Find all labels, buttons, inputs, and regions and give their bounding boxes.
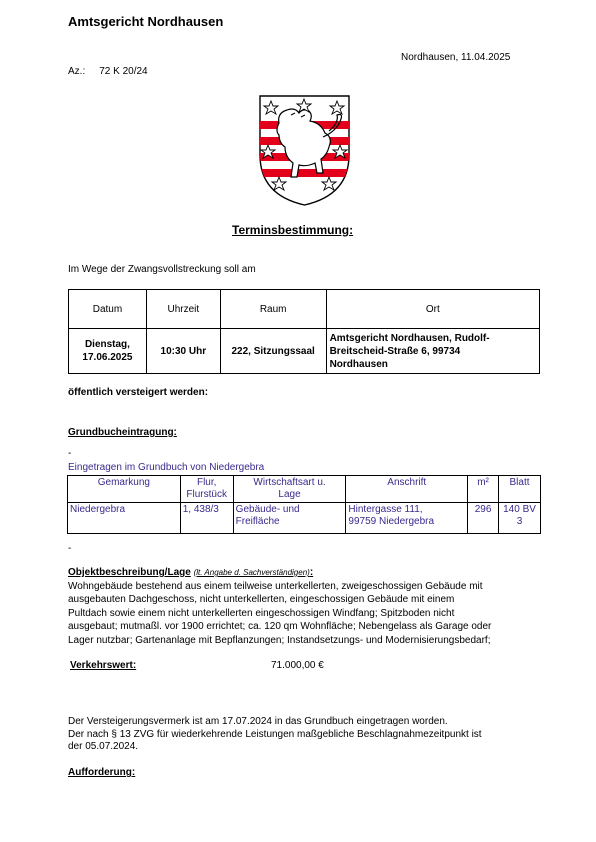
- cell-anschrift: [346, 503, 468, 534]
- header-wirtschaft-line: Wirtschaftsart u.: [253, 477, 326, 488]
- separator-dash: -: [68, 448, 72, 459]
- termin-table-header-row: [69, 290, 540, 329]
- objekt-heading: [68, 567, 313, 578]
- header-flur: [180, 476, 233, 503]
- header-datum: Datum: [69, 290, 147, 329]
- objekt-line: Lager nutzbar; Gartenanlage mit Bepflanzungen; Instandsetzungs- und Modernisierungsbedarf;: [68, 634, 491, 646]
- aufforderung-heading: Aufforderung:: [68, 767, 136, 778]
- header-flur-line: Flurstück: [186, 489, 227, 500]
- header-flur-line: Flur,: [196, 477, 217, 488]
- court-name: Amtsgericht Nordhausen: [68, 14, 224, 29]
- file-number-label: Az.:: [68, 66, 86, 77]
- cell-wirtschaftsart: [233, 503, 346, 534]
- header-ort: Ort: [326, 290, 539, 329]
- header-gemarkung: Gemarkung: [68, 476, 181, 503]
- termin-datum: [69, 329, 147, 374]
- ort-line: Nordhausen: [329, 358, 388, 370]
- intro-text: Im Wege der Zwangsvollstreckung soll am: [68, 264, 256, 275]
- file-number-value: 72 K 20/24: [99, 66, 148, 77]
- termin-date: 17.06.2025: [82, 352, 133, 363]
- objekt-line: ausgebauten Dachgeschoss, nicht unterkellerten, eingeschossigen Gebäude mit einem: [68, 594, 455, 606]
- objekt-heading-label: Objektbeschreibung/Lage: [68, 567, 191, 578]
- cell-anschrift-line: 99759 Niedergebra: [348, 516, 435, 527]
- cell-blatt-line: 3: [516, 516, 523, 527]
- cell-blatt-line: 140 BV: [503, 504, 536, 515]
- note-line: Der Versteigerungsvermerk ist am 17.07.2024 in das Grundbuch eingetragen worden.: [68, 716, 448, 727]
- ort-line: Breitscheid-Straße 6, 99734: [329, 345, 461, 357]
- separator-dash: -: [68, 543, 72, 554]
- objekt-line: Wohngebäude bestehend aus einem teilweise unterkellerten, zweigeschossigen Gebäude mit: [68, 581, 483, 592]
- header-uhrzeit: Uhrzeit: [146, 290, 220, 329]
- termin-uhrzeit: 10:30 Uhr: [146, 329, 220, 374]
- header-anschrift: Anschrift: [346, 476, 468, 503]
- note-line: Der nach § 13 ZVG für wiederkehrende Leistungen maßgebliche Beschlagnahmezeitpunkt ist: [68, 728, 482, 740]
- objekt-heading-colon: :: [309, 567, 314, 578]
- header-raum: Raum: [220, 290, 326, 329]
- termin-table: [68, 289, 540, 374]
- note-line: der 05.07.2024.: [68, 741, 139, 752]
- grundbuch-table: [67, 475, 541, 534]
- verkehrswert-value: 71.000,00 €: [271, 660, 324, 671]
- header-blatt: Blatt: [499, 476, 541, 503]
- notes-block: [68, 716, 538, 754]
- cell-anschrift-line: Hintergasse 111,: [348, 504, 423, 515]
- grundbuch-header-row: [68, 476, 541, 503]
- cell-qm: 296: [468, 503, 499, 534]
- verkehrswert-label: Verkehrswert:: [70, 660, 137, 671]
- ort-line: Amtsgericht Nordhausen, Rudolf-: [329, 332, 490, 344]
- grundbuch-subtitle: Eingetragen im Grundbuch von Niedergebra: [68, 462, 265, 473]
- thuringia-coat-of-arms-icon: [257, 93, 352, 208]
- objekt-line: ausgebaut; mutmaßl. vor 1900 errichtet; ca. 120 qm Wohnfläche; Nebengelass als Garage oder: [68, 621, 492, 633]
- place-date: Nordhausen, 11.04.2025: [401, 52, 511, 63]
- cell-gemarkung: Niedergebra: [68, 503, 181, 534]
- termin-raum: 222, Sitzungssaal: [220, 329, 326, 374]
- auction-statement: öffentlich versteigert werden:: [68, 387, 209, 398]
- objekt-heading-note: (lt. Angabe d. Sachverständigen): [193, 568, 310, 577]
- cell-flur: 1, 438/3: [180, 503, 233, 534]
- grundbuch-row: [68, 503, 541, 534]
- objekt-line: Pultdach sowie einem nicht unterkellerten eingeschossigen Windfang; Spitzboden nicht: [68, 607, 455, 619]
- header-wirtschaftsart: [233, 476, 346, 503]
- grundbuch-heading: Grundbucheintragung:: [68, 427, 177, 438]
- header-wirtschaft-line: Lage: [278, 489, 301, 500]
- objekt-description: [68, 580, 538, 647]
- header-qm: m²: [468, 476, 499, 503]
- document-title: Terminsbestimmung:: [232, 223, 354, 237]
- termin-weekday: Dienstag,: [84, 339, 130, 350]
- termin-table-row: [69, 329, 540, 374]
- cell-wirtschaft-line: Freifläche: [235, 516, 280, 527]
- cell-wirtschaft-line: Gebäude- und: [235, 504, 300, 515]
- file-number: [68, 66, 148, 77]
- cell-blatt: [499, 503, 541, 534]
- termin-ort: [326, 329, 539, 374]
